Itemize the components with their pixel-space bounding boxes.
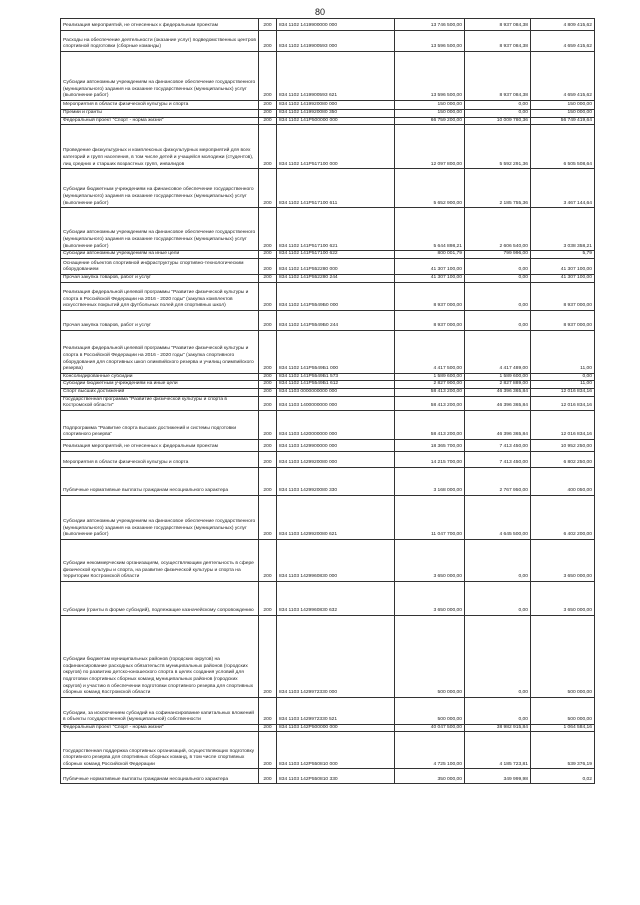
- row-executed: 0,00: [465, 110, 531, 118]
- table-row: [61, 373, 595, 381]
- row-code: 200: [259, 52, 277, 101]
- row-code: 200: [259, 110, 277, 118]
- row-executed: 349 999,98: [465, 769, 531, 784]
- row-unexecuted: 6 402 200,00: [531, 495, 595, 539]
- row-kbk: 834 1103 142P550810 330: [277, 769, 395, 784]
- row-executed: 46 396 365,84: [465, 410, 531, 439]
- row-unexecuted: 11,00: [531, 330, 595, 373]
- row-code: 200: [259, 258, 277, 274]
- row-kbk: 834 1103 1420000000 000: [277, 410, 395, 439]
- row-code: 200: [259, 388, 277, 396]
- row-unexecuted: 4 809 415,62: [531, 19, 595, 31]
- row-unexecuted: 6 505 508,64: [531, 125, 595, 169]
- row-approved: 58 413 200,00: [395, 396, 465, 410]
- row-approved: 8 937 000,00: [395, 282, 465, 310]
- row-approved: 13 596 500,00: [395, 52, 465, 101]
- row-code: 200: [259, 19, 277, 31]
- row-kbk: 834 1102 141P5549Б0 244: [277, 310, 395, 330]
- table-row: [61, 381, 595, 389]
- row-approved: 40 047 500,00: [395, 724, 465, 732]
- row-approved: 18 365 700,00: [395, 439, 465, 451]
- row-approved: 800 001,79: [395, 251, 465, 259]
- row-approved: 13 746 500,00: [395, 19, 465, 31]
- row-code: 200: [259, 451, 277, 467]
- row-code: 200: [259, 101, 277, 110]
- row-unexecuted: 0,00: [531, 373, 595, 381]
- row-kbk: 834 1103 1429920080 621: [277, 495, 395, 539]
- row-code: 200: [259, 769, 277, 784]
- row-approved: 4 725 100,00: [395, 732, 465, 769]
- row-code: 200: [259, 539, 277, 581]
- row-executed: 0,00: [465, 258, 531, 274]
- row-unexecuted: 41 307 100,00: [531, 258, 595, 274]
- row-unexecuted: 8 937 000,00: [531, 310, 595, 330]
- row-executed: 7 413 450,00: [465, 439, 531, 451]
- row-name: Реализация мероприятий, не отнесенных к федеральным проектам: [61, 439, 259, 451]
- table-row: [61, 274, 595, 282]
- table-row: [61, 724, 595, 732]
- row-code: 200: [259, 439, 277, 451]
- row-name: Субсидии, за исключением субсидий на софинансирование капитальных вложений в объекты государственной (муниципальной) собственности: [61, 697, 259, 724]
- table-row: [61, 581, 595, 615]
- row-executed: 0,00: [465, 581, 531, 615]
- row-code: 200: [259, 410, 277, 439]
- row-unexecuted: 12 016 834,16: [531, 396, 595, 410]
- row-approved: 3 168 000,00: [395, 467, 465, 495]
- row-name: Государственная программа "Развитие физической культуры и спорта в Костромской области": [61, 396, 259, 410]
- table-row: [61, 101, 595, 110]
- row-name: Субсидии автономным учреждениям на иные цели: [61, 251, 259, 259]
- row-name: Субсидии бюджетным учреждениям на иные цели: [61, 381, 259, 389]
- row-approved: 500 000,00: [395, 697, 465, 724]
- table-row: [61, 615, 595, 697]
- row-kbk: 834 1103 1429972330 000: [277, 615, 395, 697]
- table-row: [61, 539, 595, 581]
- row-code: 200: [259, 373, 277, 381]
- row-name: Реализация мероприятий, не отнесенных к федеральным проектам: [61, 19, 259, 31]
- row-code: 200: [259, 125, 277, 169]
- row-kbk: 834 1102 141P5549Б0 000: [277, 282, 395, 310]
- row-kbk: 834 1103 1429920080 000: [277, 451, 395, 467]
- row-code: 200: [259, 117, 277, 125]
- row-approved: 58 413 200,00: [395, 410, 465, 439]
- row-executed: 38 982 915,84: [465, 724, 531, 732]
- row-approved: 41 307 100,00: [395, 258, 465, 274]
- row-executed: 4 185 723,81: [465, 732, 531, 769]
- row-name: Субсидии автономным учреждениям на финансовое обеспечение государственного (муниципального) задания на оказание государственных (муниципальных) услуг (выполнение работ): [61, 208, 259, 251]
- table-row: [61, 732, 595, 769]
- row-name: Расходы на обеспечение деятельности (оказание услуг) подведомственных центров спортивной подготовки (сборные команды): [61, 31, 259, 52]
- row-name: Проведение физкультурных и комплексных физкультурных мероприятий для всех категорий и групп населения, в том числе детей и учащейся молодежи (студентов), лиц средних и старших возрастных групп, инвалидов: [61, 125, 259, 169]
- row-kbk: 834 1102 141P5549Б1 573: [277, 373, 395, 381]
- row-unexecuted: 4 659 415,62: [531, 31, 595, 52]
- row-approved: 150 000,00: [395, 110, 465, 118]
- table-row: [61, 439, 595, 451]
- row-kbk: 834 1103 1429920080 330: [277, 467, 395, 495]
- row-name: Подпрограмма "Развитие спорта высших достижений и системы подготовки спортивного резерва": [61, 410, 259, 439]
- row-kbk: 834 1102 141P517100 622: [277, 251, 395, 259]
- row-unexecuted: 1 064 584,16: [531, 724, 595, 732]
- row-kbk: 834 1102 141P517100 000: [277, 125, 395, 169]
- row-unexecuted: 0,02: [531, 769, 595, 784]
- row-executed: 0,00: [465, 101, 531, 110]
- row-executed: 0,00: [465, 615, 531, 697]
- row-unexecuted: 12 016 834,16: [531, 410, 595, 439]
- row-executed: 1 589 600,00: [465, 373, 531, 381]
- row-executed: 799 996,00: [465, 251, 531, 259]
- row-code: 200: [259, 251, 277, 259]
- row-kbk: 834 1102 141P5549Б1 000: [277, 330, 395, 373]
- row-unexecuted: 4 659 415,62: [531, 52, 595, 101]
- row-approved: 3 650 000,00: [395, 539, 465, 581]
- row-code: 200: [259, 615, 277, 697]
- row-kbk: 834 1102 141P552280 000: [277, 258, 395, 274]
- row-executed: 0,00: [465, 539, 531, 581]
- row-name: Реализация федеральной целевой программы "Развитие физической культуры и спорта в Российской Федерации на 2016 - 2020 годы" (закупка комплектов искусственных покрытий для футбольных полей для спортивных школ): [61, 282, 259, 310]
- row-kbk: 834 1102 141P552280 244: [277, 274, 395, 282]
- row-executed: 8 937 084,38: [465, 31, 531, 52]
- row-executed: 0,00: [465, 697, 531, 724]
- row-approved: 12 097 800,00: [395, 125, 465, 169]
- row-kbk: 834 1103 142P550810 000: [277, 732, 395, 769]
- row-executed: 0,00: [465, 282, 531, 310]
- row-approved: 4 417 500,00: [395, 330, 465, 373]
- row-code: 200: [259, 208, 277, 251]
- row-approved: 13 596 500,00: [395, 31, 465, 52]
- row-approved: 66 759 200,00: [395, 117, 465, 125]
- row-unexecuted: 150 000,00: [531, 110, 595, 118]
- table-row: [61, 451, 595, 467]
- row-name: Федеральный проект "Спорт - норма жизни": [61, 724, 259, 732]
- row-unexecuted: 5,79: [531, 251, 595, 259]
- row-name: Мероприятия в области физической культуры и спорта: [61, 451, 259, 467]
- row-kbk: 834 1102 1419920080 350: [277, 110, 395, 118]
- row-code: 200: [259, 381, 277, 389]
- table-row: [61, 396, 595, 410]
- row-kbk: 834 1103 1429960830 632: [277, 581, 395, 615]
- row-unexecuted: 3 650 000,00: [531, 539, 595, 581]
- row-executed: 10 009 780,36: [465, 117, 531, 125]
- row-code: 200: [259, 697, 277, 724]
- row-name: Прочая закупка товаров, работ и услуг: [61, 310, 259, 330]
- row-executed: 0,00: [465, 274, 531, 282]
- row-unexecuted: 12 016 834,16: [531, 388, 595, 396]
- row-code: 200: [259, 330, 277, 373]
- row-executed: 46 396 365,84: [465, 396, 531, 410]
- row-executed: 46 396 365,84: [465, 388, 531, 396]
- row-executed: 2 767 950,00: [465, 467, 531, 495]
- row-approved: 58 413 200,00: [395, 388, 465, 396]
- row-approved: 14 215 700,00: [395, 451, 465, 467]
- row-approved: 5 644 898,21: [395, 208, 465, 251]
- row-unexecuted: 56 749 419,64: [531, 117, 595, 125]
- row-name: Федеральный проект "Спорт - норма жизни": [61, 117, 259, 125]
- row-name: Консолидированные субсидии: [61, 373, 259, 381]
- row-name: Субсидии автономным учреждениям на финансовое обеспечение государственного (муниципального) задания на оказание государственных (муниципальных) услуг (выполнение работ): [61, 495, 259, 539]
- row-executed: 5 592 291,36: [465, 125, 531, 169]
- row-executed: 2 185 755,36: [465, 169, 531, 208]
- table-row: [61, 410, 595, 439]
- table-row: [61, 330, 595, 373]
- row-unexecuted: 500 000,00: [531, 697, 595, 724]
- row-unexecuted: 500 000,00: [531, 615, 595, 697]
- row-kbk: 834 1103 1429960830 000: [277, 539, 395, 581]
- row-kbk: 834 1102 141P517100 611: [277, 169, 395, 208]
- row-name: Прочая закупка товаров, работ и услуг: [61, 274, 259, 282]
- row-executed: 0,00: [465, 310, 531, 330]
- page-number: 80: [314, 7, 325, 17]
- row-unexecuted: 10 952 250,00: [531, 439, 595, 451]
- row-name: Публичные нормативные выплаты гражданам несоциального характера: [61, 467, 259, 495]
- table-row: [61, 495, 595, 539]
- table-row: [61, 769, 595, 784]
- row-executed: 8 937 084,38: [465, 52, 531, 101]
- row-kbk: 834 1103 1400000000 000: [277, 396, 395, 410]
- row-approved: 11 047 700,00: [395, 495, 465, 539]
- row-name: Субсидии некоммерческим организациям, осуществляющим деятельность в сфере физической культуры и спорта, на развитие физической культуры и спорта на территории Костромской области: [61, 539, 259, 581]
- row-unexecuted: 400 050,00: [531, 467, 595, 495]
- row-executed: 4 417 489,00: [465, 330, 531, 373]
- row-kbk: 834 1102 141P500000 000: [277, 117, 395, 125]
- row-name: Реализация федеральной целевой программы "Развитие физической культуры и спорта в Российской Федерации на 2016 - 2020 годы" (закупка спортивного оборудования для спортивных школ олимпийского резерва и училищ олимпийского резерва): [61, 330, 259, 373]
- row-unexecuted: 11,00: [531, 381, 595, 389]
- row-name: Оснащение объектов спортивной инфраструктуры спортивно-технологическим оборудованием: [61, 258, 259, 274]
- row-code: 200: [259, 467, 277, 495]
- row-name: Публичные нормативные выплаты гражданам несоциального характера: [61, 769, 259, 784]
- row-unexecuted: 8 937 000,00: [531, 282, 595, 310]
- row-approved: 1 589 600,00: [395, 373, 465, 381]
- row-unexecuted: 3 467 144,64: [531, 169, 595, 208]
- row-approved: 500 000,00: [395, 615, 465, 697]
- row-name: Субсидии автономным учреждениям на финансовое обеспечение государственного (муниципального) задания на оказание государственных (муниципальных) услуг (выполнение работ): [61, 52, 259, 101]
- row-executed: 2 827 889,00: [465, 381, 531, 389]
- table-row: [61, 310, 595, 330]
- row-approved: 5 652 900,00: [395, 169, 465, 208]
- row-name: Государственная поддержка спортивных организаций, осуществляющих подготовку спортивного резерва для спортивных сборных команд, в том числе спортивных сборных команд Российской Федерации: [61, 732, 259, 769]
- table-row: [61, 258, 595, 274]
- table-row: [61, 110, 595, 118]
- table-row: [61, 697, 595, 724]
- row-kbk: 834 1102 1419900000 000: [277, 19, 395, 31]
- row-kbk: 834 1103 0000000000 000: [277, 388, 395, 396]
- row-code: 200: [259, 31, 277, 52]
- table-row: [61, 125, 595, 169]
- row-code: 200: [259, 274, 277, 282]
- row-name: Субсидии (гранты в форме субсидий), подлежащие казначейскому сопровождению: [61, 581, 259, 615]
- row-executed: 2 606 540,00: [465, 208, 531, 251]
- row-unexecuted: 3 650 000,00: [531, 581, 595, 615]
- row-kbk: 834 1103 142P500000 000: [277, 724, 395, 732]
- row-kbk: 834 1103 1429972330 521: [277, 697, 395, 724]
- row-approved: 2 827 900,00: [395, 381, 465, 389]
- table-row: [61, 117, 595, 125]
- table-row: [61, 169, 595, 208]
- table-row: [61, 467, 595, 495]
- row-approved: 350 000,00: [395, 769, 465, 784]
- row-kbk: 834 1102 1419900593 000: [277, 31, 395, 52]
- row-name: Субсидии бюджетам муниципальных районов (городских округов) на софинансирование расходных обязательств муниципальных районов (городских округов) по развитию детско-юношеского спорта в целях создания условий для подготовки спортивных сборных команд муниципальных районов (городских округов) и участию в обеспечении подготовки спортивного резерва для спортивных сборных команд Костромской области: [61, 615, 259, 697]
- table-row: [61, 282, 595, 310]
- row-unexecuted: 41 307 100,00: [531, 274, 595, 282]
- row-approved: 8 937 000,00: [395, 310, 465, 330]
- row-unexecuted: 3 038 358,21: [531, 208, 595, 251]
- row-name: Мероприятия в области физической культуры и спорта: [61, 101, 259, 110]
- row-executed: 8 937 084,38: [465, 19, 531, 31]
- row-approved: 41 307 100,00: [395, 274, 465, 282]
- row-unexecuted: 539 376,19: [531, 732, 595, 769]
- row-kbk: 834 1103 1429900000 000: [277, 439, 395, 451]
- table-row: [61, 208, 595, 251]
- row-name: Субсидии бюджетным учреждениям на финансовое обеспечение государственного (муниципального) задания на оказание государственных (муниципальных) услуг (выполнение работ): [61, 169, 259, 208]
- row-code: 200: [259, 282, 277, 310]
- table-row: [61, 388, 595, 396]
- row-code: 200: [259, 724, 277, 732]
- table-row: [61, 19, 595, 31]
- row-code: 200: [259, 495, 277, 539]
- row-unexecuted: 150 000,00: [531, 101, 595, 110]
- row-kbk: 834 1102 1419920080 000: [277, 101, 395, 110]
- table-row: [61, 52, 595, 101]
- budget-execution-table: [60, 18, 595, 784]
- row-name: Премии и гранты: [61, 110, 259, 118]
- row-executed: 4 645 500,00: [465, 495, 531, 539]
- row-executed: 7 413 450,00: [465, 451, 531, 467]
- table-row: [61, 251, 595, 259]
- row-code: 200: [259, 310, 277, 330]
- row-approved: 150 000,00: [395, 101, 465, 110]
- row-kbk: 834 1102 1419900593 621: [277, 52, 395, 101]
- row-kbk: 834 1102 141P517100 621: [277, 208, 395, 251]
- row-kbk: 834 1102 141P5549Б1 612: [277, 381, 395, 389]
- row-approved: 3 650 000,00: [395, 581, 465, 615]
- row-unexecuted: 6 802 250,00: [531, 451, 595, 467]
- row-code: 200: [259, 396, 277, 410]
- row-name: Спорт высших достижений: [61, 388, 259, 396]
- row-code: 200: [259, 732, 277, 769]
- table-row: [61, 31, 595, 52]
- row-code: 200: [259, 169, 277, 208]
- row-code: 200: [259, 581, 277, 615]
